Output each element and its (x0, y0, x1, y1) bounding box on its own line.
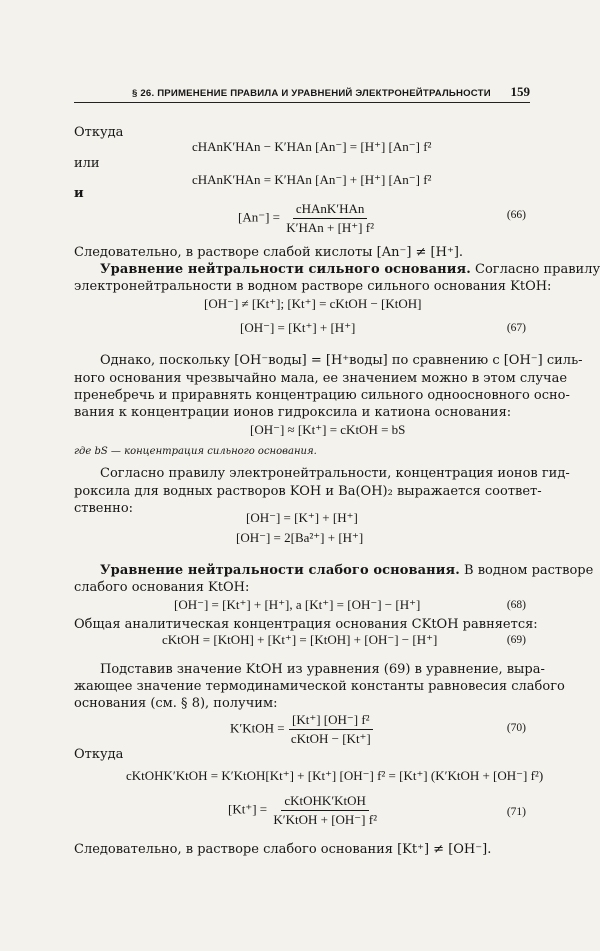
heading-weak-base: Уравнение нейтральности слабого основания. (100, 563, 460, 578)
paragraph-strong-base-line-1 (100, 262, 600, 277)
equation-b: cHAnK′HAn = K′HAn [An⁻] + [H⁺] [An⁻] f² (192, 172, 432, 187)
eq71-numerator: cKtOHK′KtOH (281, 793, 369, 811)
paragraph-however-line-2: ного основания чрезвычайно мала, ее значением можно в этом случае (74, 371, 568, 386)
equation-long: cKtOHK′KtOH = K′KtOH[Kt⁺] + [Kt⁺] [OH⁻] f² = [Kt⁺] (K′KtOH + [OH⁻] f²) (126, 768, 544, 783)
weak-base-line-1-text: В водном растворе (459, 563, 594, 578)
equation-number-67: (67) (506, 322, 526, 334)
equation-a: cHAnK′HAn − K′HAn [An⁻] = [H⁺] [An⁻] f² (192, 139, 432, 154)
equation-67: [OH⁻] = [Kt⁺] + [H⁺] (240, 320, 356, 335)
eq70-lhs: K′KtOH = (230, 720, 285, 736)
eq66-denominator: K′HAn + [H⁺] f² (286, 220, 374, 235)
paragraph-however-line-4: вания к концентрации ионов гидроксила и катиона основания: (74, 405, 512, 420)
paragraph-substitute-line-1: Подставив значение KtOH из уравнения (69) в уравнение, выра- (100, 662, 545, 677)
page-number: 159 (510, 84, 530, 99)
equation-68: [OH⁻] = [Kt⁺] + [H⁺], а [Kt⁺] = [OH⁻] − [H⁺] (174, 597, 421, 612)
equation-66 (238, 201, 377, 236)
eq70-denominator: cKtOH − [Kt⁺] (290, 731, 371, 746)
paragraph-weak-base-line-1 (100, 563, 594, 578)
paragraph-substitute-line-3: основания (см. § 8), получим: (74, 696, 278, 711)
eq71-fraction (270, 793, 380, 828)
strong-base-line-1-text: Согласно правилу (470, 262, 600, 277)
paragraph-koh-line-3: ственно: (74, 501, 134, 516)
equation-71 (228, 793, 380, 828)
eq66-numerator: cHAnK′HAn (293, 201, 368, 219)
equation-inequality: [OH⁻] ≠ [Kt⁺]; [Kt⁺] = cKtOH − [KtOH] (204, 296, 422, 311)
paragraph-weak-base-line-2: слабого основания KtOH: (74, 580, 250, 595)
label-otkuda-1: Откуда (74, 125, 124, 140)
paragraph-weak-acid-conclusion: Следовательно, в растворе слабой кислоты [An⁻] ≠ [H⁺]. (74, 245, 464, 260)
equation-number-68: (68) (506, 599, 526, 611)
paragraph-substitute-line-2: жающее значение термодинамической константы равновесия слабого (74, 679, 565, 694)
equation-strong-base-bs: [OH⁻] ≈ [Kt⁺] = cKtOH = bS (250, 422, 406, 437)
equation-number-70: (70) (506, 722, 526, 734)
eq71-lhs: [Kt⁺] = (228, 801, 268, 817)
paragraph-koh-line-2: роксила для водных растворов KOH и Ba(OH)₂ выражается соответ- (74, 484, 542, 499)
label-otkuda-2: Откуда (74, 747, 124, 762)
equation-70 (230, 712, 374, 747)
paragraph-strong-base-line-2: электронейтральности в водном растворе сильного основания KtOH: (74, 279, 552, 294)
label-i: и (74, 186, 84, 201)
footnote-bs-definition: где bS — концентрация сильного основания. (74, 446, 317, 457)
eq71-denominator: K′KtOH + [OH⁻] f² (273, 812, 377, 827)
paragraph-analytical-concentration: Общая аналитическая концентрация основания CKtOH равняется: (74, 617, 538, 632)
equation-koh: [OH⁻] = [K⁺] + [H⁺] (246, 510, 358, 525)
paragraph-however-line-3: пренебречь и приравнять концентрацию сильного одноосновного осно- (74, 388, 570, 403)
heading-strong-base: Уравнение нейтральности сильного основания. (100, 262, 471, 277)
paragraph-koh-line-1: Согласно правилу электронейтральности, концентрация ионов гид- (100, 466, 570, 481)
eq70-fraction (288, 712, 374, 747)
page-header (74, 84, 530, 103)
equation-number-66: (66) (506, 209, 526, 221)
eq66-fraction (283, 201, 377, 236)
equation-number-71: (71) (506, 806, 526, 818)
label-ili: или (74, 156, 100, 171)
equation-69: cKtOH = [KtOH] + [Kt⁺] = [KtOH] + [OH⁻] − [H⁺] (162, 632, 438, 647)
equation-baoh2: [OH⁻] = 2[Ba²⁺] + [H⁺] (236, 530, 364, 545)
eq66-lhs: [An⁻] = (238, 209, 280, 225)
eq70-numerator: [Kt⁺] [OH⁻] f² (289, 712, 373, 730)
running-head: § 26. ПРИМЕНЕНИЕ ПРАВИЛА И УРАВНЕНИЙ ЭЛЕКТРОНЕЙТРАЛЬНОСТИ (132, 88, 491, 99)
equation-number-69: (69) (506, 634, 526, 646)
paragraph-however-line-1: Однако, поскольку [OH⁻воды] = [H⁺воды] по сравнению с [OH⁻] силь- (100, 353, 583, 368)
paragraph-weak-base-conclusion: Следовательно, в растворе слабого основания [Kt⁺] ≠ [OH⁻]. (74, 842, 492, 857)
